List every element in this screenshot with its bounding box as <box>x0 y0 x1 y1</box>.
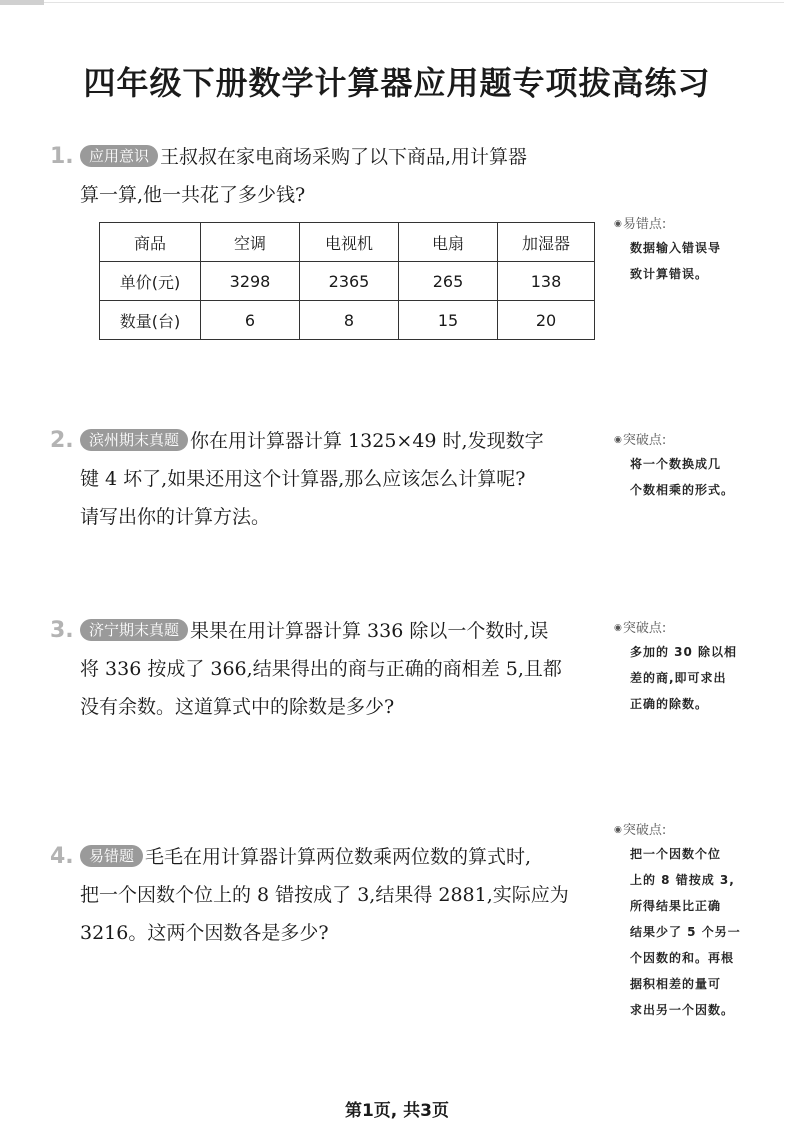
page-title: 四年级下册数学计算器应用题专项拔高练习 <box>83 64 711 102</box>
top-edge-block <box>0 0 44 5</box>
side-note-title: 易错点: <box>622 217 667 232</box>
table-header-cell: 电扇 <box>399 223 498 262</box>
side-note-2 <box>614 430 764 503</box>
side-note-line: 多加的 30 除以相 <box>630 645 738 659</box>
question-4 <box>50 838 615 952</box>
table-cell: 3298 <box>201 262 300 301</box>
top-edge-line <box>44 2 784 3</box>
note-marker-icon: ◉ <box>614 623 622 633</box>
side-note-3 <box>614 618 764 717</box>
side-note-line: 据积相差的量可 <box>630 977 722 991</box>
side-note-line: 上的 8 错按成 3, <box>630 873 735 887</box>
table-cell: 8 <box>300 301 399 340</box>
side-note-1 <box>614 214 764 287</box>
side-note-title: 突破点: <box>622 433 667 448</box>
question-number: 1. <box>50 144 74 169</box>
table-cell: 6 <box>201 301 300 340</box>
side-note-line: 把一个因数个位 <box>630 847 722 861</box>
side-note-line: 所得结果比正确 <box>630 899 722 913</box>
question-text-line: 3216。这两个因数各是多少? <box>80 922 329 944</box>
question-text-line: 键 4 坏了,如果还用这个计算器,那么应该怎么计算呢? <box>80 468 526 490</box>
side-note-line: 求出另一个因数。 <box>630 1003 735 1017</box>
side-note-line: 结果少了 5 个另一 <box>630 925 741 939</box>
question-tag: 滨州期末真题 <box>80 429 188 451</box>
question-text-line: 王叔叔在家电商场采购了以下商品,用计算器 <box>160 146 528 168</box>
side-note-title: 突破点: <box>622 823 667 838</box>
table-header-cell: 加湿器 <box>498 223 595 262</box>
question-text-line: 果果在用计算器计算 336 除以一个数时,误 <box>190 620 549 642</box>
top-edge-bar <box>0 0 794 5</box>
question-text-line: 请写出你的计算方法。 <box>80 506 271 528</box>
side-note-line: 差的商,即可求出 <box>630 671 727 685</box>
note-marker-icon: ◉ <box>614 825 622 835</box>
question-text-line: 算一算,他一共花了多少钱? <box>80 184 306 206</box>
side-note-line: 数据输入错误导 <box>630 241 722 255</box>
page-footer: 第1页, 共3页 <box>344 1101 450 1121</box>
table-header-cell: 空调 <box>201 223 300 262</box>
question-number: 2. <box>50 428 74 453</box>
table-cell: 265 <box>399 262 498 301</box>
table-cell: 2365 <box>300 262 399 301</box>
note-marker-icon: ◉ <box>614 219 622 229</box>
table-row <box>100 301 595 340</box>
table-cell: 138 <box>498 262 595 301</box>
question-number: 4. <box>50 844 74 869</box>
side-note-line: 个数相乘的形式。 <box>630 483 735 497</box>
table-cell: 15 <box>399 301 498 340</box>
question-text-line: 毛毛在用计算器计算两位数乘两位数的算式时, <box>145 846 532 868</box>
question-text-line: 你在用计算器计算 1325×49 时,发现数字 <box>190 430 544 452</box>
question-text-line: 没有余数。这道算式中的除数是多少? <box>80 696 395 718</box>
question-tag: 应用意识 <box>80 145 158 167</box>
side-note-4 <box>614 820 764 1023</box>
question-tag: 济宁期末真题 <box>80 619 188 641</box>
question-1 <box>50 138 615 214</box>
question-tag: 易错题 <box>80 845 143 867</box>
question-text-line: 把一个因数个位上的 8 错按成了 3,结果得 2881,实际应为 <box>80 884 569 906</box>
note-marker-icon: ◉ <box>614 435 622 445</box>
question-3 <box>50 612 615 726</box>
side-note-line: 将一个数换成几 <box>630 457 722 471</box>
table-cell: 20 <box>498 301 595 340</box>
question-2 <box>50 422 615 536</box>
side-note-line: 正确的除数。 <box>630 697 709 711</box>
table-cell: 数量(台) <box>100 301 201 340</box>
question-text-line: 将 336 按成了 366,结果得出的商与正确的商相差 5,且都 <box>80 658 562 680</box>
side-note-title: 突破点: <box>622 621 667 636</box>
goods-table <box>99 222 595 340</box>
table-cell: 单价(元) <box>100 262 201 301</box>
table-header-cell: 电视机 <box>300 223 399 262</box>
side-note-line: 致计算错误。 <box>630 267 709 281</box>
table-row <box>100 262 595 301</box>
table-header-cell: 商品 <box>100 223 201 262</box>
table-header-row <box>100 223 595 262</box>
question-number: 3. <box>50 618 74 643</box>
side-note-line: 个因数的和。再根 <box>630 951 735 965</box>
